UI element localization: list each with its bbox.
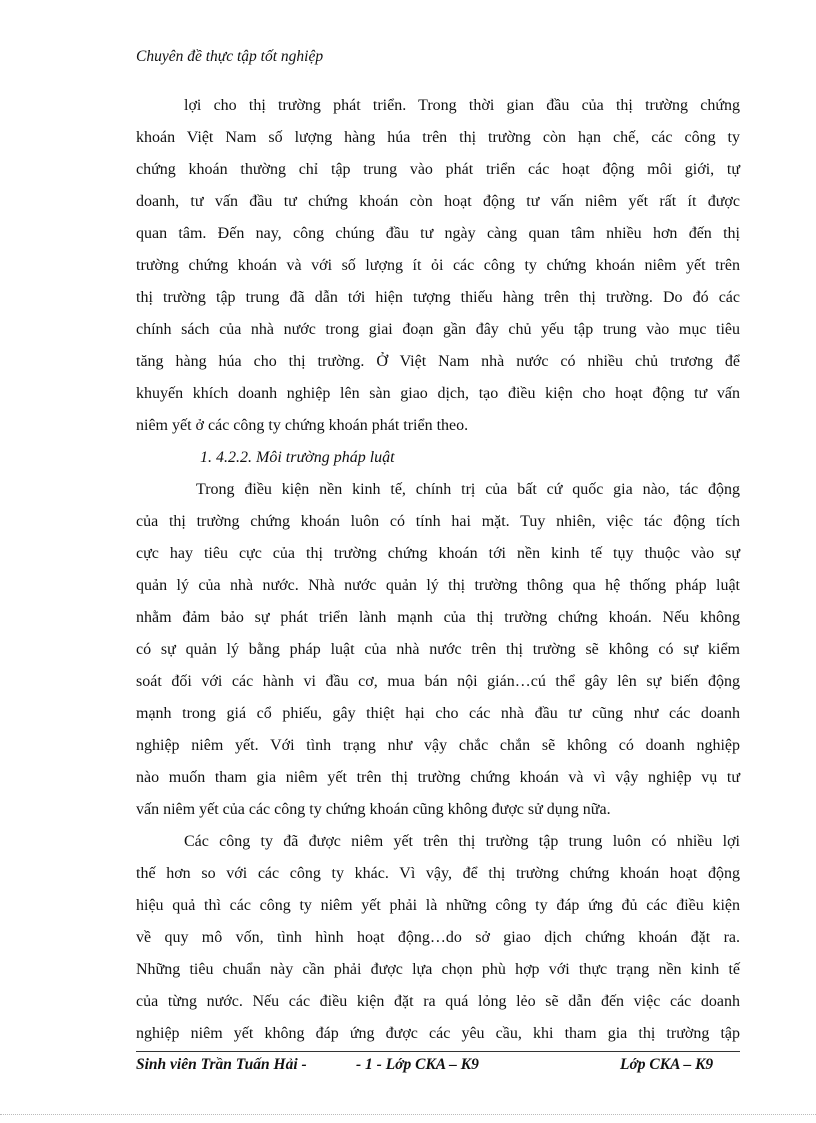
text-line: niêm yết ở các công ty chứng khoán phát triển theo. [136,417,469,434]
text-line: nhằm đảm bảo sự phát triển lành mạnh của thị trường chứng khoán. Nếu không [136,609,740,626]
text-line: khoán Việt Nam số lượng hàng húa trên thị trường còn hạn chế, các công ty [136,129,740,146]
text-line: về quy mô vốn, tình hình hoạt động…do sở giao dịch chứng khoán đặt ra. [136,929,740,946]
text-line: nghiệp niêm yết. Với tình trạng như vậy chắc chắn sẽ không có doanh nghiệp [136,737,740,754]
paragraph-2 [136,474,740,826]
body-text [136,90,740,1050]
text-line: hiệu quả thì các công ty niêm yết phải là những công ty đáp ứng đủ các điều kiện [136,897,740,914]
text-line: Các công ty đã được niêm yết trên thị trường tập trung luôn có nhiều lợi [184,833,740,850]
text-line: có sự quản lý bằng pháp luật của nhà nước trên thị trường sẽ không có sự kiểm [136,641,740,658]
footer-divider [136,1051,740,1052]
text-line: cực hay tiêu cực của thị trường chứng khoán tới nền kinh tế tụy thuộc vào sự [136,545,740,562]
footer-class: Lớp CKA – K9 [620,1056,714,1073]
text-line: Trong điều kiện nền kinh tế, chính trị của bất cứ quốc gia nào, tác động [196,481,740,498]
text-line: lợi cho thị trường phát triển. Trong thời gian đầu của thị trường chứng [184,97,740,114]
text-line: tăng hàng húa cho thị trường. Ở Việt Nam nhà nước có nhiều chủ trương để [136,353,740,370]
text-line: mạnh trong giá cổ phiếu, gây thiệt hại cho các nhà đầu tư cũng như các doanh [136,705,740,722]
text-line: Những tiêu chuẩn này cần phải được lựa chọn phù hợp với thực trạng nền kinh tế [136,961,740,978]
text-line: quan tâm. Đến nay, công chúng đầu tư ngày càng quan tâm nhiều hơn đến thị [136,225,740,242]
text-line: khuyến khích doanh nghiệp lên sàn giao dịch, tạo điều kiện cho hoạt động tư vấn [136,385,740,402]
page-boundary [0,1114,816,1115]
paragraph-1 [136,90,740,442]
footer-student: Sinh viên Trần Tuấn Hải - [136,1056,307,1073]
text-line: nghiệp niêm yết không đáp ứng được các yêu cầu, khi tham gia thị trường tập [136,1025,740,1042]
text-line: soát đối với các hành vi đầu cơ, mua bán nội gián…cú thể gây lên sự biến động [136,673,740,690]
text-line: chứng khoán thường chỉ tập trung vào phát triển các hoạt động môi giới, tự [136,161,740,178]
text-line: thế hơn so với các công ty khác. Vì vậy, để thị trường chứng khoán hoạt động [136,865,740,882]
text-line: quản lý của nhà nước. Nhà nước quản lý thị trường thông qua hệ thống pháp luật [136,577,740,594]
footer-page-number: - 1 - Lớp CKA – K9 [356,1056,479,1073]
text-line: thị trường tập trung đã dẫn tới hiện tượng thiếu hàng trên thị trường. Do đó các [136,289,740,306]
text-line: doanh, tư vấn đầu tư chứng khoán còn hoạt động tư vấn niêm yết rất ít được [136,193,740,210]
text-line: nào muốn tham gia niêm yết trên thị trường chứng khoán và vì vậy nghiệp vụ tư [136,769,740,786]
text-line: chính sách của nhà nước trong giai đoạn gần đây chủ yếu tập trung vào mục tiêu [136,321,740,338]
section-subheading: 1. 4.2.2. Môi trường pháp luật [200,449,395,466]
page-header-title: Chuyên đề thực tập tốt nghiệp [136,48,324,65]
text-line: vấn niêm yết của các công ty chứng khoán cũng không được sử dụng nữa. [136,801,611,818]
text-line: của từng nước. Nếu các điều kiện đặt ra quá lỏng lẻo sẽ dẫn đến việc các doanh [136,993,740,1010]
paragraph-3 [136,826,740,1050]
text-line: trường chứng khoán và với số lượng ít ỏi các công ty chứng khoán niêm yết trên [136,257,740,274]
text-line: của thị trường chứng khoán luôn có tính hai mặt. Tuy nhiên, việc tác động tích [136,513,740,530]
